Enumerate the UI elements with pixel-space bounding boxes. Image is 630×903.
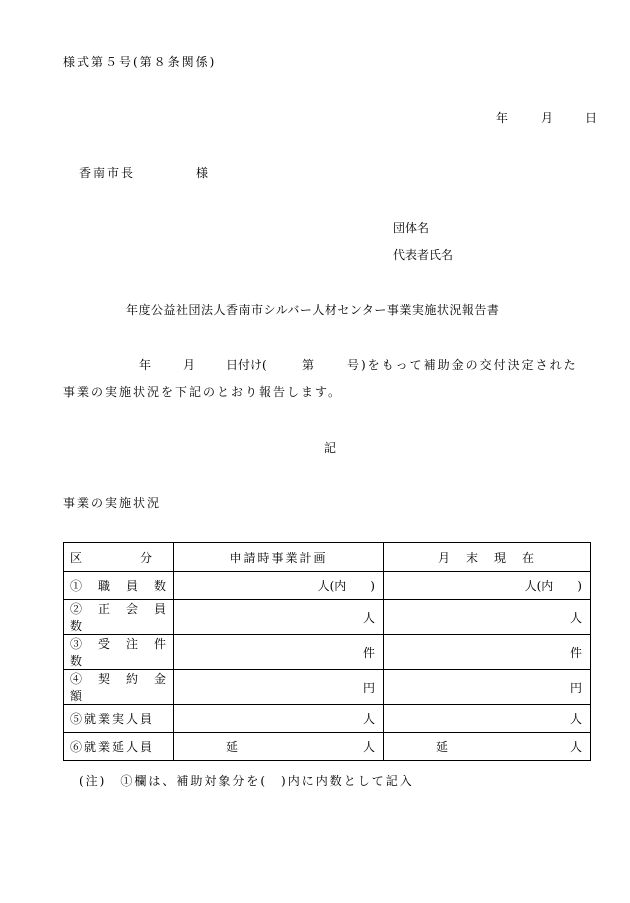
- row-label: ③ 受 注 件 数: [64, 635, 174, 670]
- row-current-cell: 円: [384, 670, 591, 705]
- body-dai: 第: [302, 358, 315, 372]
- row-label: ⑥就業延人員: [64, 733, 174, 761]
- status-table: [63, 542, 591, 761]
- addressee-name: 香南市長: [79, 166, 136, 180]
- body-day-issued: 日付け(: [226, 358, 267, 372]
- current-unit: 人: [569, 740, 582, 754]
- table-row: [64, 600, 591, 635]
- table-header-row: [64, 543, 591, 572]
- row-current-cell: 人(内 ): [384, 572, 591, 600]
- row-plan-cell: 人: [174, 705, 384, 733]
- row-label: ① 職 員 数: [64, 572, 174, 600]
- table-row: [64, 705, 591, 733]
- date-month: 月: [541, 111, 554, 125]
- header-category: 区 分: [64, 543, 174, 572]
- representative-label: 代表者氏名: [393, 248, 454, 262]
- date-day: 日: [585, 111, 598, 125]
- body-line-2: 事業の実施状況を下記のとおり報告します。: [63, 385, 343, 399]
- row-plan-cell: 円: [174, 670, 384, 705]
- ki-heading: 記: [324, 441, 337, 455]
- row-label: ④ 契 約 金 額: [64, 670, 174, 705]
- row-plan-cell: [174, 733, 384, 761]
- body-year: 年: [139, 358, 152, 372]
- row-plan-cell: 人(内 ): [174, 572, 384, 600]
- row-label: ② 正 会 員 数: [64, 600, 174, 635]
- table-row: [64, 670, 591, 705]
- org-name-label: 団体名: [393, 221, 430, 235]
- row-current-cell: [384, 733, 591, 761]
- addressee-honorific: 様: [196, 166, 209, 180]
- body-month: 月: [183, 358, 196, 372]
- row-current-cell: 人: [384, 600, 591, 635]
- header-current: 月 末 現 在: [384, 543, 591, 572]
- footnote: (注) ①欄は、補助対象分を( )内に内数として記入: [79, 774, 414, 788]
- plan-prefix: 延: [226, 740, 239, 754]
- row-plan-cell: 人: [174, 600, 384, 635]
- report-title: 年度公益社団法人香南市シルバー人材センター事業実施状況報告書: [126, 303, 500, 317]
- table-row: [64, 635, 591, 670]
- header-plan: 申請時事業計画: [174, 543, 384, 572]
- table-row: [64, 572, 591, 600]
- body-rest: 号)をもって補助金の交付決定された: [347, 358, 578, 372]
- table-row: [64, 733, 591, 761]
- row-label: ⑤就業実人員: [64, 705, 174, 733]
- current-prefix: 延: [436, 740, 449, 754]
- row-current-cell: 人: [384, 705, 591, 733]
- section-title: 事業の実施状況: [63, 496, 162, 510]
- row-current-cell: 件: [384, 635, 591, 670]
- form-number: 様式第５号(第８条関係): [63, 55, 217, 69]
- row-plan-cell: 件: [174, 635, 384, 670]
- date-year: 年: [496, 111, 509, 125]
- plan-unit: 人: [362, 740, 375, 754]
